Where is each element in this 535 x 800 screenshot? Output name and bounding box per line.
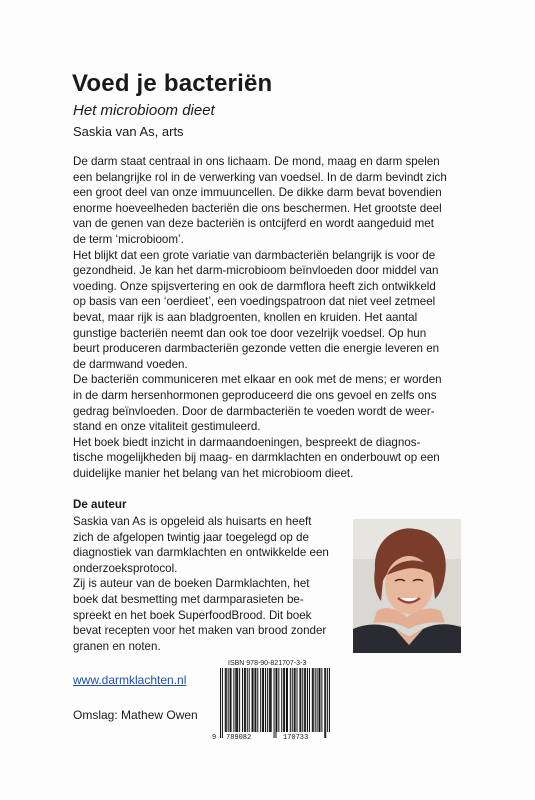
blurb-text <box>73 154 473 481</box>
barcode-bar <box>225 668 226 732</box>
barcode-bar <box>290 668 291 732</box>
blurb-line: een groot deel van onze immuuncellen. De dikke darm bevat bovendien <box>73 186 442 200</box>
barcode-bar <box>281 668 282 732</box>
barcode-bar <box>307 668 308 732</box>
isbn-barcode <box>220 668 330 738</box>
bio-line: Zij is auteur van de boeken Darmklachten, het <box>73 577 310 591</box>
barcode-bar <box>253 668 254 732</box>
barcode-bar <box>263 668 264 732</box>
barcode-bar <box>304 668 305 732</box>
barcode-bar <box>247 668 248 732</box>
blurb-line: voeding. Onze spijsvertering en ook de darmflora heeft zich ontwikkeld <box>73 279 436 293</box>
book-author: Saskia van As, arts <box>73 124 184 139</box>
barcode-bar <box>294 668 295 732</box>
barcode-bar <box>262 668 263 732</box>
author-section-title: De auteur <box>73 498 127 511</box>
barcode-bar <box>255 668 256 732</box>
barcode-bar <box>319 668 320 732</box>
barcode-bar <box>271 668 272 732</box>
blurb-line: gunstige bacteriën neemt dan ook toe door vezelrijk voedsel. Op hun <box>73 326 427 340</box>
barcode-bar <box>324 668 325 738</box>
bio-line: bevat recepten voor het maken van brood zonder <box>73 624 327 638</box>
barcode-bar <box>242 668 243 732</box>
barcode-left-digits: 789082 <box>226 734 252 742</box>
blurb-line: De darm staat centraal in ons lichaam. De mond, maag en darm spelen <box>73 155 440 168</box>
bio-line: spreekt en het boek SuperfoodBrood. Dit boek <box>73 608 312 622</box>
barcode-bar <box>254 668 255 732</box>
barcode-right-digits: 170733 <box>283 734 309 742</box>
blurb-line: Het boek biedt inzicht in darmaandoeningen, bespreekt de diagnos- <box>73 435 421 449</box>
barcode-bar <box>287 668 288 732</box>
blurb-line: gedrag beïnvloeden. Door de darmbacteriën te voeden wordt de weer- <box>73 404 435 418</box>
blurb-line: op basis van een ‘oerdieet’, een voedingspatroon dat niet veel zetmeel <box>73 295 436 309</box>
barcode-bar <box>315 668 316 732</box>
barcode-bar <box>236 668 237 732</box>
barcode-bar <box>325 668 326 738</box>
barcode-bar <box>252 668 253 732</box>
blurb-line: in de darm hersenhormonen geproduceerd die ons gevoel en zelfs ons <box>73 388 437 402</box>
blurb-line: de darmwand voeden. <box>73 357 188 371</box>
barcode-bar <box>283 668 284 732</box>
barcode-bar <box>237 668 238 732</box>
blurb-line: tische mogelijkheden bij maag- en darmklachten en onderbouwt op een <box>73 451 440 465</box>
barcode-bar <box>292 668 293 732</box>
barcode-bar <box>265 668 266 732</box>
bio-line: granen en noten. <box>73 639 161 653</box>
author-bio-text <box>73 514 343 654</box>
barcode-bar <box>230 668 231 732</box>
bio-line: boek dat besmetting met darmparasieten be- <box>73 592 304 606</box>
barcode-bar <box>305 668 306 732</box>
barcode-bar <box>275 668 276 738</box>
barcode-bar <box>274 668 275 738</box>
bio-line: Saskia van As is opgeleid als huisarts en heeft <box>73 515 312 528</box>
barcode-bar <box>220 668 221 738</box>
website-link[interactable]: www.darmklachten.nl <box>73 673 187 687</box>
blurb-line: De bacteriën communiceren met elkaar en ook met de mens; er worden <box>73 373 442 387</box>
barcode-bar <box>286 668 287 732</box>
barcode-bar <box>299 668 300 732</box>
barcode-bar <box>319 668 320 732</box>
blurb-line: stand en onze vitaliteit gestimuleerd. <box>73 420 261 434</box>
barcode-bar <box>269 668 270 732</box>
book-subtitle: Het microbioom dieet <box>73 102 215 119</box>
barcode-bar <box>249 668 250 732</box>
blurb-line: bevat, maar rijk is aan bladgroenten, knollen en kruiden. Het aantal <box>73 310 418 324</box>
barcode-bar <box>284 668 285 732</box>
blurb-line: enorme hoeveelheden bacteriën die ons beschermen. Het grootste deel <box>73 201 442 215</box>
bio-line: diagnostiek van darmklachten en ontwikkelde een <box>73 546 329 560</box>
barcode-bar <box>226 668 227 732</box>
barcode-bar <box>257 668 258 732</box>
barcode-bar <box>276 668 277 732</box>
barcode-bar <box>239 668 240 732</box>
barcode-bar <box>235 668 236 732</box>
barcode-bar <box>313 668 314 732</box>
barcode-bar <box>329 668 330 732</box>
barcode-bar <box>260 668 261 732</box>
blurb-line: de term ‘microbioom’. <box>73 232 184 246</box>
bio-line: zich de afgelopen twintig jaar toegelegd op de <box>73 530 309 544</box>
cover-credit: Omslag: Mathew Owen <box>73 708 198 722</box>
blurb-line: een belangrijke rol in de verwerking van voedsel. In de darm bevindt zich <box>73 170 447 184</box>
barcode-bar <box>228 668 229 732</box>
book-title: Voed je bacteriën <box>72 70 273 97</box>
blurb-line: beurt produceren darmbacteriën gezonde vetten die energie leveren en <box>73 342 440 356</box>
bio-line: onderzoeksprotocol. <box>73 561 178 575</box>
blurb-line: Het blijkt dat een grote variatie van darmbacteriën belangrijk is voor de <box>73 248 436 262</box>
barcode-bar <box>267 668 268 732</box>
barcode-bar <box>233 668 234 732</box>
barcode-lead-digit: 9 <box>212 734 217 742</box>
isbn-label: ISBN 978-90-821707-3-3 <box>228 660 307 667</box>
barcode-bar <box>278 668 279 732</box>
barcode-bar <box>327 668 328 732</box>
barcode-bar <box>312 668 313 732</box>
barcode-bar <box>231 668 232 732</box>
barcode-bar <box>309 668 310 732</box>
barcode-bar <box>222 668 223 738</box>
barcode-bar <box>244 668 245 732</box>
blurb-line: gezondheid. Je kan het darm-microbioom beïnvloeden door middel van <box>73 264 439 278</box>
barcode-bar <box>270 668 271 732</box>
author-photo <box>353 519 461 653</box>
barcode-bar <box>302 668 303 732</box>
barcode-bar <box>295 668 296 732</box>
barcode-bar <box>317 668 318 732</box>
barcode-bar <box>297 668 298 732</box>
barcode-bar <box>321 668 322 732</box>
blurb-line: van de genen van deze bacteriën is ontcijferd en wordt aangeduid met <box>73 217 434 231</box>
blurb-line: duidelijke manier het belang van het microbioom dieet. <box>73 466 354 480</box>
author-portrait-image <box>353 519 461 653</box>
barcode-bar <box>300 668 301 732</box>
barcode-bar <box>245 668 246 732</box>
